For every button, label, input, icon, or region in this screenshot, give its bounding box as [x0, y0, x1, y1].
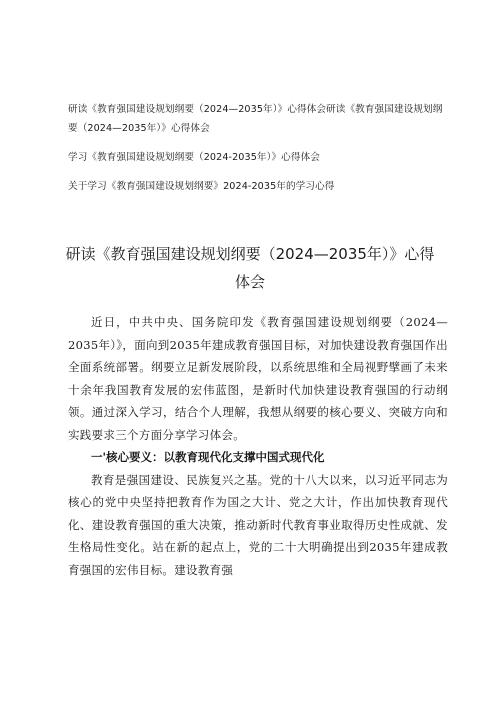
intro-paragraph: 近日，中共中央、国务院印发《教育强国建设规划纲要（2024—2035年）》，面向到2035年建成教育强国目标，对加快建设教育强国作出全面系统部署。纲要立足新发展阶段，以系统思维和全局视野擘画了未来十余年我国教育发展的宏伟蓝图，是新时代加快建设教育强国的行动纲领。通过深入学习，结合个人理解，我想从纲要的核心要义、突破方向和实践要求三个方面分享学习体会。	[68, 315, 448, 442]
toc-item[interactable]: 关于学习《教育强国建设规划纲要》2024-2035年的学习心得	[68, 181, 335, 192]
table-of-contents	[68, 100, 448, 206]
toc-item[interactable]: 研读《教育强国建设规划纲要（2024—2035年）》心得体会研读《教育强国建设规划纲要（2024—2035年）》心得体会	[68, 104, 443, 134]
article-body	[68, 311, 448, 581]
section-heading: 一'核心要义：以教育现代化支撑中国式现代化	[91, 450, 325, 464]
section-paragraph: 教育是强国建设、民族复兴之基。党的十八大以来，以习近平同志为核心的党中央坚持把教育作为国之大计、党之大计，作出加快教育现代化、建设教育强国的重大决策，推动新时代教育事业取得历史性成就、发生格局性变化。站在新的起点上，党的二十大明确提出到2035年建成教育强国的宏伟目标。建设教育强	[68, 472, 448, 577]
toc-item[interactable]: 学习《教育强国建设规划纲要（2024-2035年）》心得体会	[68, 152, 320, 163]
article-title: 研读《教育强国建设规划纲要（2024—2035年）》心得体会	[65, 245, 435, 291]
